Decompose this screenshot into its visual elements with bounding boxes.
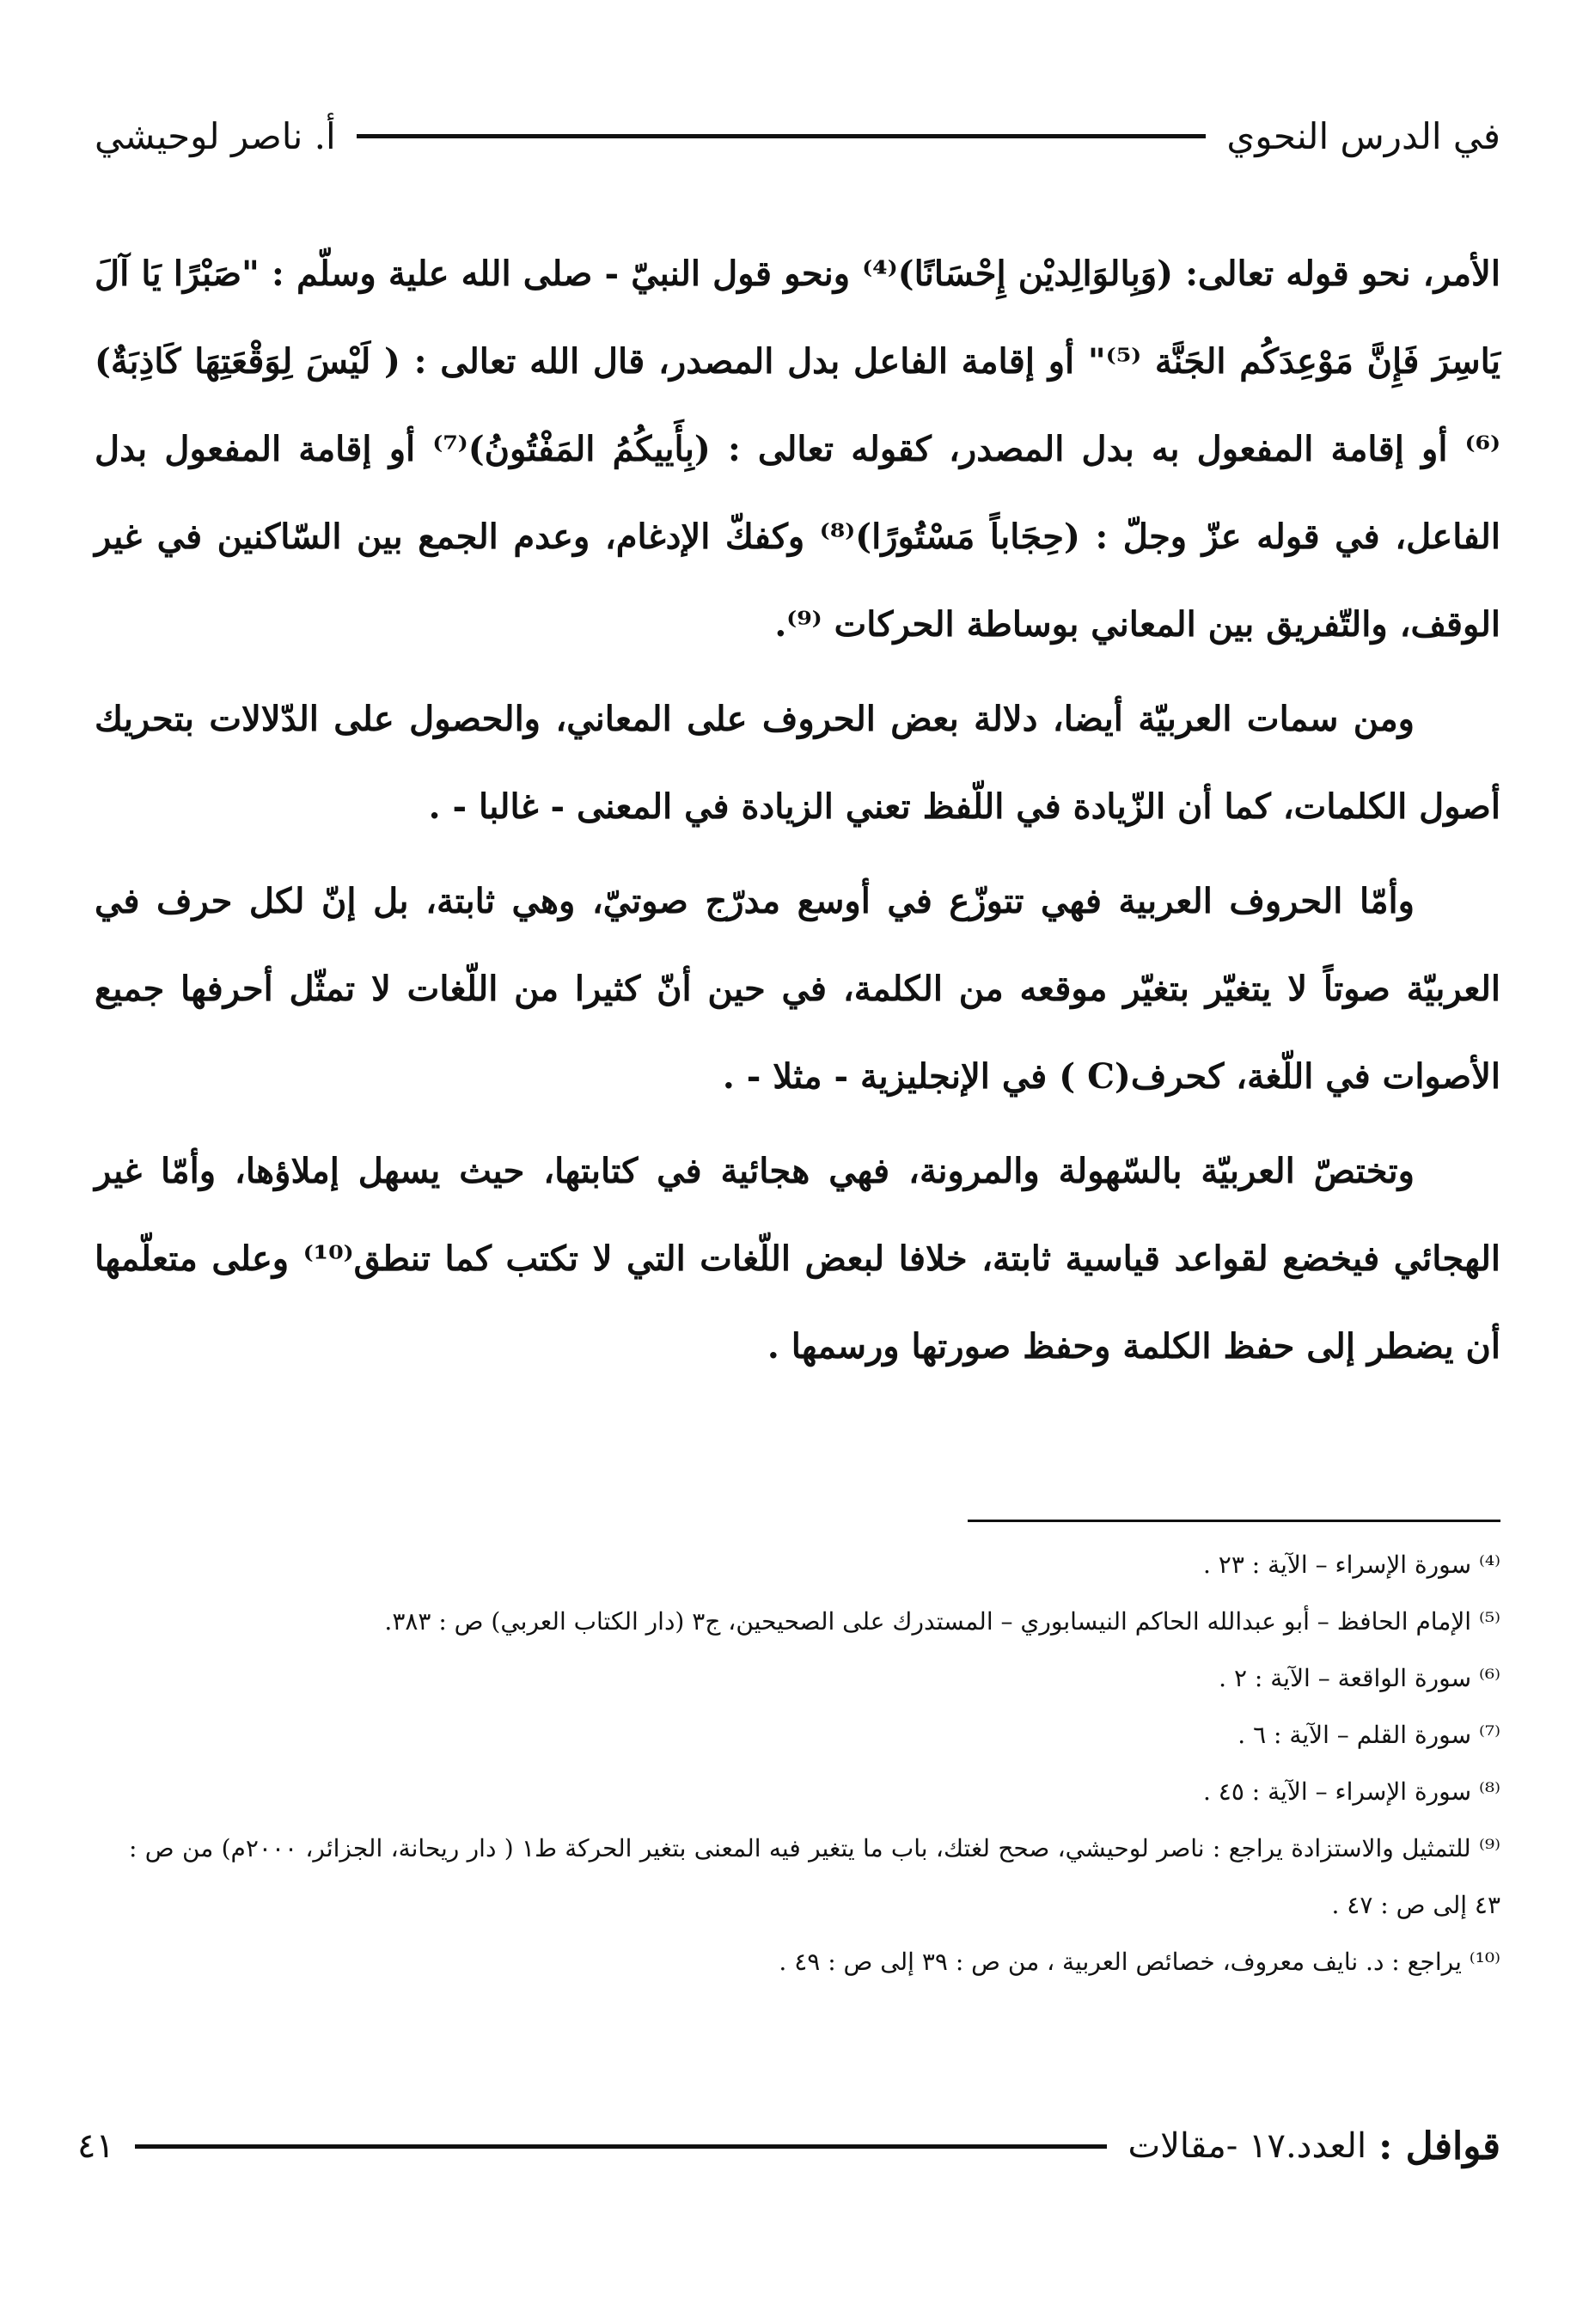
footnotes: [129, 1537, 1500, 1991]
footer-rule: [135, 2144, 1107, 2149]
footer-issue: العدد.١٧ -مقالات: [1128, 2126, 1367, 2166]
footnote-6: ⁽⁶⁾ سورة الواقعة – الآية : ٢ .: [1219, 1664, 1500, 1692]
footer-journal-name: قوافل :: [1378, 2124, 1500, 2168]
running-header: [95, 110, 1500, 162]
header-rule: [357, 134, 1207, 138]
footnote-7: ⁽⁷⁾ سورة القلم – الآية : ٦ .: [1238, 1721, 1500, 1749]
page-number: ٤١: [77, 2126, 114, 2166]
footnote-10: ⁽¹⁰⁾ يراجع : د. نايف معروف، خصائص العربية ، من ص : ٣٩ إلى ص : ٤٩ .: [779, 1948, 1500, 1976]
footnote-4: ⁽⁴⁾ سورة الإسراء – الآية : ٢٣ .: [1202, 1550, 1500, 1579]
paragraph-2: ومن سمات العربيّة أيضا، دلالة بعض الحروف على المعاني، والحصول على الدّلالات بتحريك أصول الكلمات، كما أن الزّيادة في اللّفظ تعني الزيادة في المعنى - غالبا - .: [95, 699, 1500, 827]
footnote-5: ⁽⁵⁾ الإمام الحافظ – أبو عبدالله الحاكم النيسابوري – المستدرك على الصحيحين، ج٣ (دار الكتاب العربي) ص : ٣٨٣.: [384, 1607, 1500, 1636]
page-footer: [77, 2116, 1500, 2176]
footnote-9: ⁽⁹⁾ للتمثيل والاستزادة يراجع : ناصر لوحيشي، صحح لغتك، باب ما يتغير فيه المعنى بتغير الحركة ط١ ( دار ريحانة، الجزائر، ٢٠٠٠م) من ص : ٤٣ إلى ص : ٤٧ .: [129, 1834, 1501, 1919]
article-body: [95, 230, 1500, 1391]
footnote-separator: [968, 1520, 1500, 1522]
paragraph-4: وتختصّ العربيّة بالسّهولة والمرونة، فهي هجائية في كتابتها، حيث يسهل إملاؤها، وأمّا غير الهجائي فيخضع لقواعد قياسية ثابتة، خلافا لبعض اللّغات التي لا تكتب كما تنطق⁽¹⁰⁾ وعلى متعلّمها أن يضطر إلى حفظ الكلمة وحفظ صورتها ورسمها .: [95, 1151, 1500, 1367]
paragraph-1: الأمر، نحو قوله تعالى: (وَبِالوَالِديْن إِحْسَانًا)⁽⁴⁾ ونحو قول النبيّ - صلى الله علية وسلّم : "صَبْرًا يَا آلَ يَاسِرَ فَإِنَّ مَوْعِدَكُم الجَنَّة ⁽⁵⁾" أو إقامة الفاعل بدل المصدر، قال الله تعالى : ( لَيْسَ لِوَقْعَتِهَا كَاذِبَةٌ)⁽⁶⁾ أو إقامة المفعول به بدل المصدر، كقوله تعالى : (بِأَييكُمُ المَفْتُونُ)⁽⁷⁾ أو إقامة المفعول بدل الفاعل، في قوله عزّ وجلّ : (حِجَاباً مَسْتُورًا)⁽⁸⁾ وكفكّ الإدغام، وعدم الجمع بين السّاكنين في غير الوقف، والتّفريق بين المعاني بوساطة الحركات ⁽⁹⁾.: [95, 254, 1500, 645]
header-section-title: في الدرس النحوي: [1226, 114, 1500, 157]
footnote-8: ⁽⁸⁾ سورة الإسراء – الآية : ٤٥ .: [1202, 1777, 1500, 1806]
header-author: أ. ناصر لوحيشي: [95, 114, 336, 157]
paragraph-3: وأمّا الحروف العربية فهي تتوزّع في أوسع مدرّج صوتيّ، وهي ثابتة، بل إنّ لكل حرف في العربيّة صوتاً لا يتغيّر بتغيّر موقعه من الكلمة، في حين أنّ كثيرا من اللّغات لا تمثّل أحرفها جميع الأصوات في اللّغة، كحرف(C ) في الإنجليزية - مثلا - .: [95, 881, 1500, 1097]
